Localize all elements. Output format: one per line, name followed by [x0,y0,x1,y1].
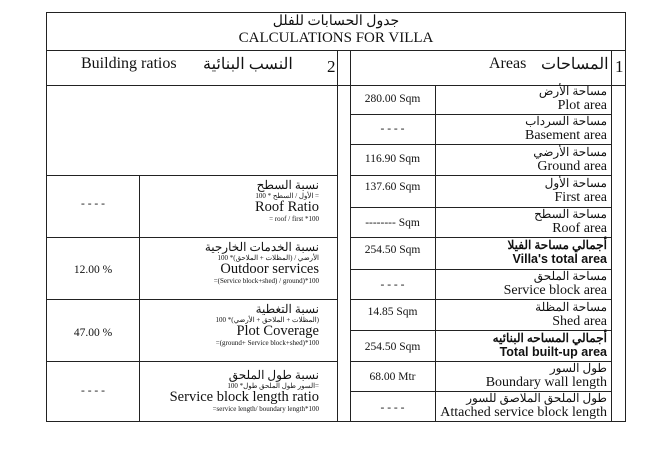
areas-header-en: Areas [489,55,527,72]
area-label-en: Roof area [552,221,607,236]
area-value: 254.50 Sqm [364,244,421,256]
ratios-header-en: Building ratios [81,55,177,72]
area-row [437,115,607,143]
area-row [437,146,607,174]
area-row [437,270,607,298]
area-row [437,362,607,390]
area-row [437,392,607,420]
ratio-formula-en: =(ground+ Service block+shed)*100 [215,339,319,347]
areas-header-ar: المساحات [541,56,609,73]
ratio-formula-en: = roof / first *100 [269,215,319,223]
area-value: - - - - [380,279,405,291]
ratios-section-number: 2 [327,57,336,76]
area-label-en: Ground area [537,159,607,174]
area-label-en: Total built-up area [499,345,607,359]
area-value: 280.00 Sqm [364,93,421,105]
ratio-label-ar: نسبة طول الملحق [228,368,319,382]
area-value: 254.50 Sqm [364,341,421,353]
ratio-label-en: Service block length ratio [169,389,319,405]
area-row-total [437,332,607,359]
area-label-ar: طول السور [549,361,607,375]
col-divider-middle-left [337,50,338,422]
area-label-ar: مساحة السطح [534,207,607,221]
area-label-en: Boundary wall length [485,375,607,390]
area-value: -------- Sqm [365,217,420,229]
ratio-row-divider [47,361,337,362]
area-label-ar: مساحة السرداب [525,114,607,128]
calculation-table [46,12,626,422]
ratio-formula-en: =service length/ boundary length*100 [212,405,319,413]
ratio-value: - - - - [81,385,105,397]
area-value: 137.60 Sqm [364,181,421,193]
area-row [437,208,607,236]
area-label-ar: أجمالي المساحه البنائيه [492,331,607,345]
col-divider-middle-right [350,50,351,422]
area-label-ar: مساحة الأرضي [533,145,607,159]
ratio-value: 12.00 % [73,264,113,276]
area-value: 68.00 Mtr [369,371,416,383]
area-label-en: Villa's total area [512,252,607,266]
ratio-formula-ar: 100 *السور طول الملحق طول= [227,382,319,390]
area-row-total [437,239,607,266]
title-arabic: جدول الحسابات للفلل [272,14,400,29]
area-label-en: Attached service block length [440,405,607,420]
area-label-en: Plot area [557,98,607,113]
col-divider-area-value [435,85,436,422]
ratio-label-ar: نسبة السطح [256,178,319,192]
areas-section-number: 1 [615,57,624,76]
area-value: - - - - [380,123,405,135]
area-label-en: Basement area [524,128,607,143]
area-label-en: Service block area [503,283,607,298]
ratio-formula-en: =(Service block+shed) / ground)*100 [213,277,319,285]
ratio-formula-ar: 100 * الأول / السطح = [255,192,319,200]
area-row [437,301,607,329]
ratio-label-en: Roof Ratio [254,199,319,215]
area-label-en: First area [554,190,607,205]
ratio-row [143,179,319,223]
area-label-ar: مساحة الأرض [538,84,607,98]
ratio-row-divider [47,237,337,238]
ratio-label-en: Outdoor services [220,261,319,277]
title-english: CALCULATIONS FOR VILLA [238,30,434,46]
ratio-value: 47.00 % [73,327,113,339]
area-label-ar: طول الملحق الملاصق للسور [466,391,607,405]
col-divider-num1 [611,50,612,422]
title-divider [47,50,625,51]
area-label-ar: مساحة الملحق [533,269,607,283]
ratio-formula-ar: 100 *(المظلات + الملاحق + الأرضي) [215,316,319,324]
area-value: 14.85 Sqm [367,306,418,318]
ratio-row [143,241,319,285]
ratio-row-divider [47,299,337,300]
ratio-row [143,369,319,413]
area-row [437,177,607,205]
ratio-label-ar: نسبة الخدمات الخارجية [204,240,319,254]
ratio-row [143,303,319,347]
area-value: - - - - [380,402,405,414]
area-label-ar: مساحة الأول [544,176,607,190]
area-label-ar: أجمالي مساحة الفيلا [507,238,607,252]
area-row [437,85,607,113]
ratio-label-ar: نسبة التغطية [255,302,319,316]
ratio-label-en: Plot Coverage [236,323,319,339]
ratio-formula-ar: 100 *الأرضي / (المظلات + الملاحق) [217,254,319,262]
area-label-en: Shed area [552,314,607,329]
area-value: 116.90 Sqm [364,153,421,165]
ratio-row-divider [47,175,337,176]
ratios-header-ar: النسب البنائية [203,56,293,73]
area-label-ar: مساحة المظلة [535,300,607,314]
ratio-value: - - - - [81,198,105,210]
